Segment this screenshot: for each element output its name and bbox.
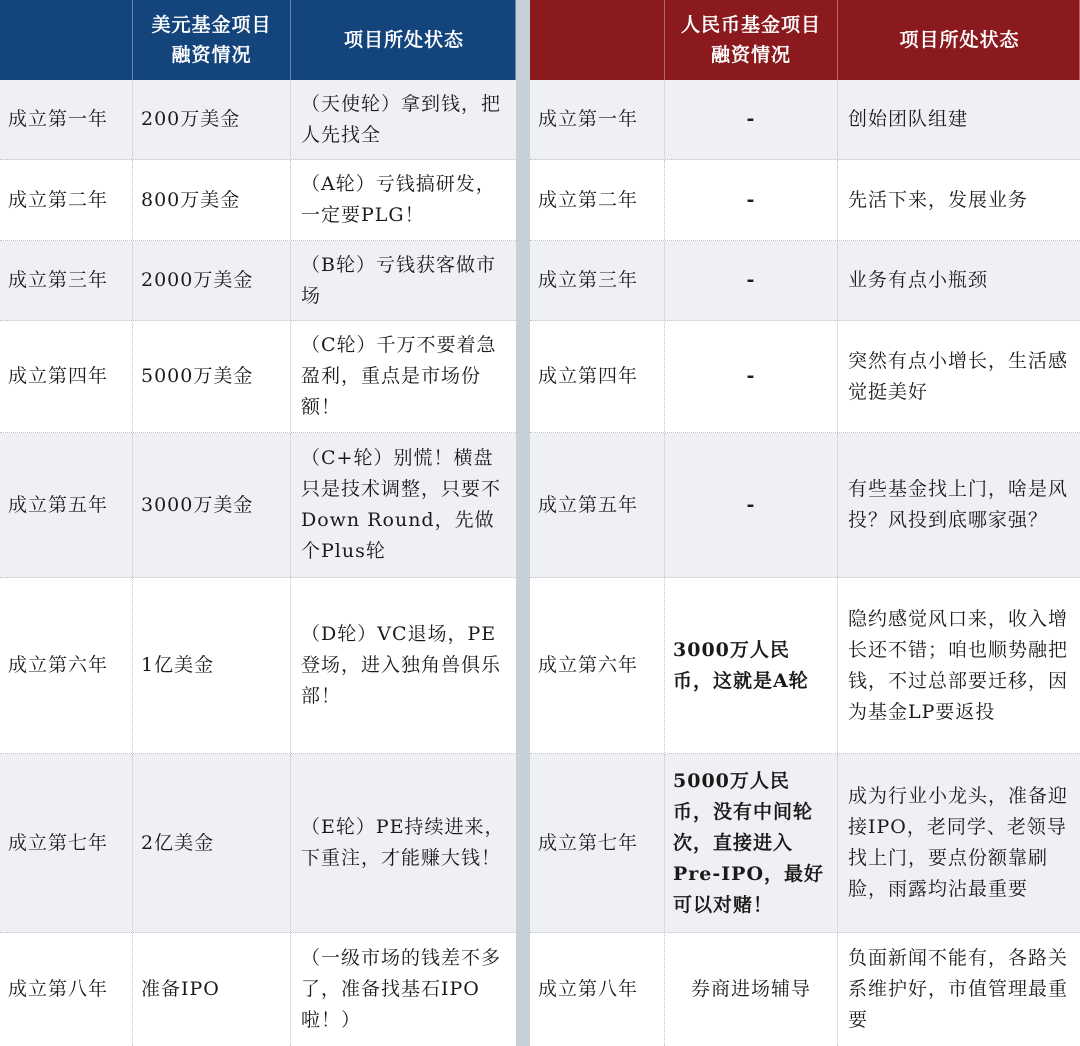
usd-year: 成立第四年 [0, 321, 133, 432]
rmb-amount: - [665, 160, 838, 240]
usd-status: （C+轮）别慌！横盘只是技术调整，只要不Down Round，先做个Plus轮 [301, 447, 502, 562]
rmb-year: 成立第六年 [530, 578, 665, 753]
rmb-year: 成立第八年 [530, 933, 665, 1046]
usd-header-status [291, 0, 516, 80]
rmb-year: 成立第二年 [530, 160, 665, 240]
rmb-status: 成为行业小龙头，准备迎接IPO，老同学、老领导找上门，要点份额靠刷脸，雨露均沾最重要 [848, 785, 1069, 900]
usd-row-3 [0, 241, 516, 321]
rmb-header-financing [665, 0, 838, 80]
usd-status: （一级市场的钱差不多了，准备找基石IPO啦！） [301, 947, 502, 1031]
rmb-status: 负面新闻不能有，各路关系维护好，市值管理最重要 [848, 947, 1069, 1031]
rmb-year: 成立第四年 [530, 321, 665, 432]
rmb-header-blank [530, 0, 665, 80]
usd-amount: 2亿美金 [133, 754, 291, 932]
usd-row-4 [0, 321, 516, 433]
usd-status: （天使轮）拿到钱，把人先找全 [301, 92, 502, 146]
rmb-year: 成立第一年 [530, 80, 665, 159]
usd-header-row [0, 0, 516, 80]
usd-year: 成立第八年 [0, 933, 133, 1046]
usd-year: 成立第六年 [0, 578, 133, 753]
rmb-row-1 [530, 80, 1080, 160]
rmb-row-7 [530, 754, 1080, 933]
rmb-year: 成立第七年 [530, 754, 665, 932]
rmb-header-financing-text: 人民币基金项目 融资情况 [680, 14, 821, 66]
rmb-amount: 券商进场辅导 [665, 933, 838, 1046]
rmb-status: 创始团队组建 [848, 108, 969, 130]
rmb-status: 突然有点小增长，生活感觉挺美好 [848, 349, 1069, 403]
rmb-amount: - [665, 241, 838, 320]
rmb-row-5 [530, 433, 1080, 578]
rmb-amount: 3000万人民币，这就是A轮 [665, 578, 838, 753]
usd-header-financing [133, 0, 291, 80]
usd-amount: 3000万美金 [133, 433, 291, 577]
usd-row-5 [0, 433, 516, 578]
usd-row-7 [0, 754, 516, 933]
usd-status: （B轮）亏钱获客做市场 [301, 253, 496, 307]
usd-year: 成立第三年 [0, 241, 133, 320]
usd-header-blank [0, 0, 133, 80]
table-divider [516, 0, 530, 1046]
rmb-amount: - [665, 80, 838, 159]
rmb-row-3 [530, 241, 1080, 321]
rmb-header-status-text: 项目所处状态 [899, 29, 1020, 51]
usd-amount: 1亿美金 [133, 578, 291, 753]
rmb-year: 成立第五年 [530, 433, 665, 577]
usd-year: 成立第七年 [0, 754, 133, 932]
usd-status: （A轮）亏钱搞研发，一定要PLG！ [301, 173, 496, 226]
usd-status: （E轮）PE持续进来，下重注，才能赚大钱！ [301, 816, 505, 869]
usd-row-6 [0, 578, 516, 754]
rmb-amount: 5000万人民币，没有中间轮次，直接进入Pre-IPO，最好可以对赌！ [665, 754, 838, 932]
usd-year: 成立第二年 [0, 160, 133, 240]
rmb-status: 先活下来，发展业务 [848, 188, 1029, 211]
rmb-year: 成立第三年 [530, 241, 665, 320]
rmb-status: 隐约感觉风口来，收入增长还不错；咱也顺势融把钱，不过总部要迁移，因为基金LP要返投 [848, 607, 1069, 723]
usd-row-2 [0, 160, 516, 241]
usd-amount: 5000万美金 [133, 321, 291, 432]
usd-amount: 200万美金 [133, 80, 291, 159]
rmb-status: 业务有点小瓶颈 [848, 269, 989, 291]
usd-table [0, 0, 516, 1046]
rmb-status: 有些基金找上门，啥是风投？风投到底哪家强？ [848, 478, 1069, 531]
usd-header-status-text: 项目所处状态 [343, 29, 464, 51]
usd-status: （D轮）VC退场，PE登场，进入独角兽俱乐部！ [301, 623, 502, 707]
usd-year: 成立第一年 [0, 80, 133, 159]
rmb-amount: - [665, 433, 838, 577]
usd-row-8 [0, 933, 516, 1046]
usd-year: 成立第五年 [0, 433, 133, 577]
usd-header-financing-text: 美元基金项目 融资情况 [151, 14, 272, 66]
usd-amount: 2000万美金 [133, 241, 291, 320]
rmb-header-status [838, 0, 1080, 80]
usd-amount: 准备IPO [133, 933, 291, 1046]
usd-amount: 800万美金 [133, 160, 291, 240]
rmb-row-6 [530, 578, 1080, 754]
usd-row-1 [0, 80, 516, 160]
rmb-amount: - [665, 321, 838, 432]
rmb-row-4 [530, 321, 1080, 433]
usd-status: （C轮）千万不要着急盈利，重点是市场份额！ [301, 334, 497, 418]
rmb-row-8 [530, 933, 1080, 1046]
rmb-table [530, 0, 1080, 1046]
rmb-row-2 [530, 160, 1080, 241]
rmb-header-row [530, 0, 1080, 80]
